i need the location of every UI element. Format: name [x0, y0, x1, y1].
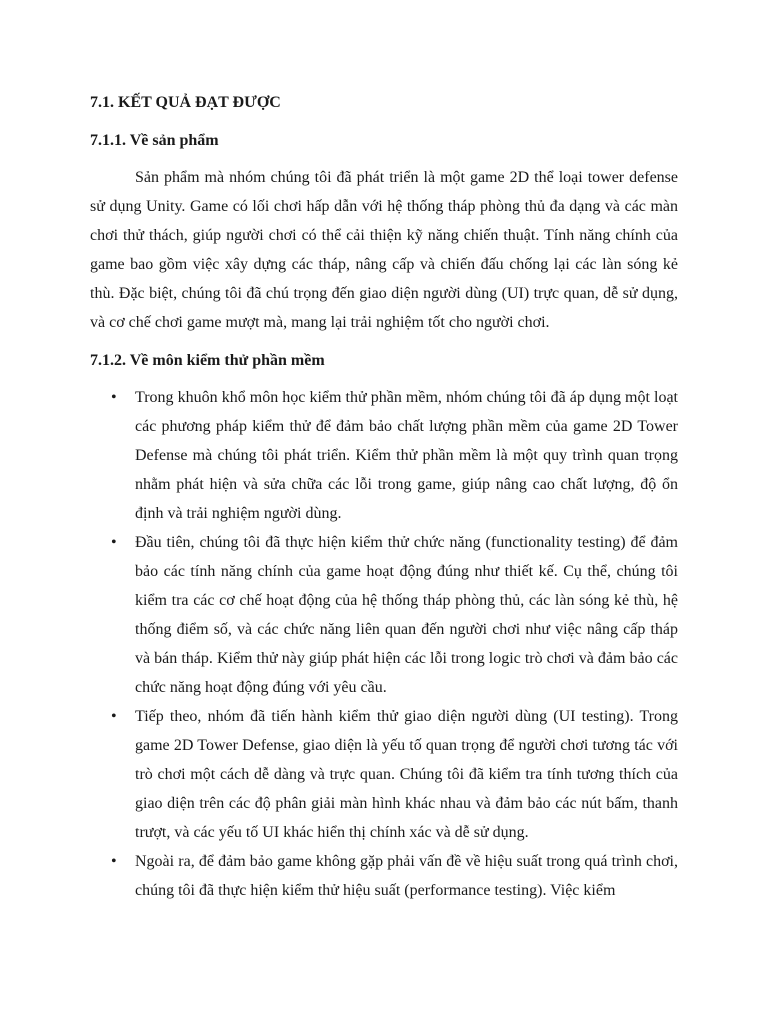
- list-item: [90, 383, 678, 528]
- list-item: [90, 847, 678, 905]
- list-item-text: Đầu tiên, chúng tôi đã thực hiện kiểm thử chức năng (functionality testing) để đảm bảo các tính năng chính của game hoạt động đúng như thiết kế. Cụ thể, chúng tôi kiểm tra các cơ chế hoạt động của hệ thống tháp phòng thủ, các làn sóng kẻ thù, hệ thống điểm số, và các chức năng liên quan đến người chơi như việc nâng cấp tháp và bán tháp. Kiểm thử này giúp phát hiện các lỗi trong logic trò chơi và đảm bảo các chức năng hoạt động đúng với yêu cầu.: [135, 534, 678, 696]
- bullet-icon: •: [111, 853, 117, 870]
- testing-subheading: 7.1.2. Về môn kiểm thử phần mềm: [90, 352, 325, 369]
- product-subheading: 7.1.1. Về sản phẩm: [90, 132, 219, 149]
- list-item-text: Ngoài ra, để đảm bảo game không gặp phải vấn đề về hiệu suất trong quá trình chơi, chúng tôi đã thực hiện kiểm thử hiệu suất (performance testing). Việc kiểm: [135, 853, 678, 899]
- product-paragraph: Sản phẩm mà nhóm chúng tôi đã phát triển là một game 2D thể loại tower defense sử dụng Unity. Game có lối chơi hấp dẫn với hệ thống tháp phòng thủ đa dạng và các màn chơi thử thách, giúp người chơi có thể cải thiện kỹ năng chiến thuật. Tính năng chính của game bao gồm việc xây dựng các tháp, nâng cấp và chiến đấu chống lại các làn sóng kẻ thù. Đặc biệt, chúng tôi đã chú trọng đến giao diện người dùng (UI) trực quan, dễ sử dụng, và cơ chế chơi game mượt mà, mang lại trải nghiệm tốt cho người chơi.: [90, 169, 678, 331]
- bullet-icon: •: [111, 389, 117, 406]
- section-heading: 7.1. KẾT QUẢ ĐẠT ĐƯỢC: [90, 94, 281, 111]
- bullet-icon: •: [111, 534, 117, 551]
- list-item-text: Trong khuôn khổ môn học kiểm thử phần mềm, nhóm chúng tôi đã áp dụng một loạt các phương pháp kiểm thử để đảm bảo chất lượng phần mềm của game 2D Tower Defense mà chúng tôi phát triển. Kiểm thử phần mềm là một quy trình quan trọng nhằm phát hiện và sửa chữa các lỗi trong game, giúp nâng cao chất lượng, độ ổn định và trải nghiệm người dùng.: [135, 389, 678, 522]
- list-item: [90, 528, 678, 702]
- bullet-icon: •: [111, 708, 117, 725]
- document-content: [90, 88, 678, 905]
- testing-bullet-list: [90, 383, 678, 905]
- list-item: [90, 702, 678, 847]
- list-item-text: Tiếp theo, nhóm đã tiến hành kiểm thử giao diện người dùng (UI testing). Trong game 2D Tower Defense, giao diện là yếu tố quan trọng để người chơi tương tác với trò chơi một cách dễ dàng và trực quan. Chúng tôi đã kiểm tra tính tương thích của giao diện trên các độ phân giải màn hình khác nhau và đảm bảo các nút bấm, thanh trượt, và các yếu tố UI khác hiển thị chính xác và dễ sử dụng.: [135, 708, 678, 841]
